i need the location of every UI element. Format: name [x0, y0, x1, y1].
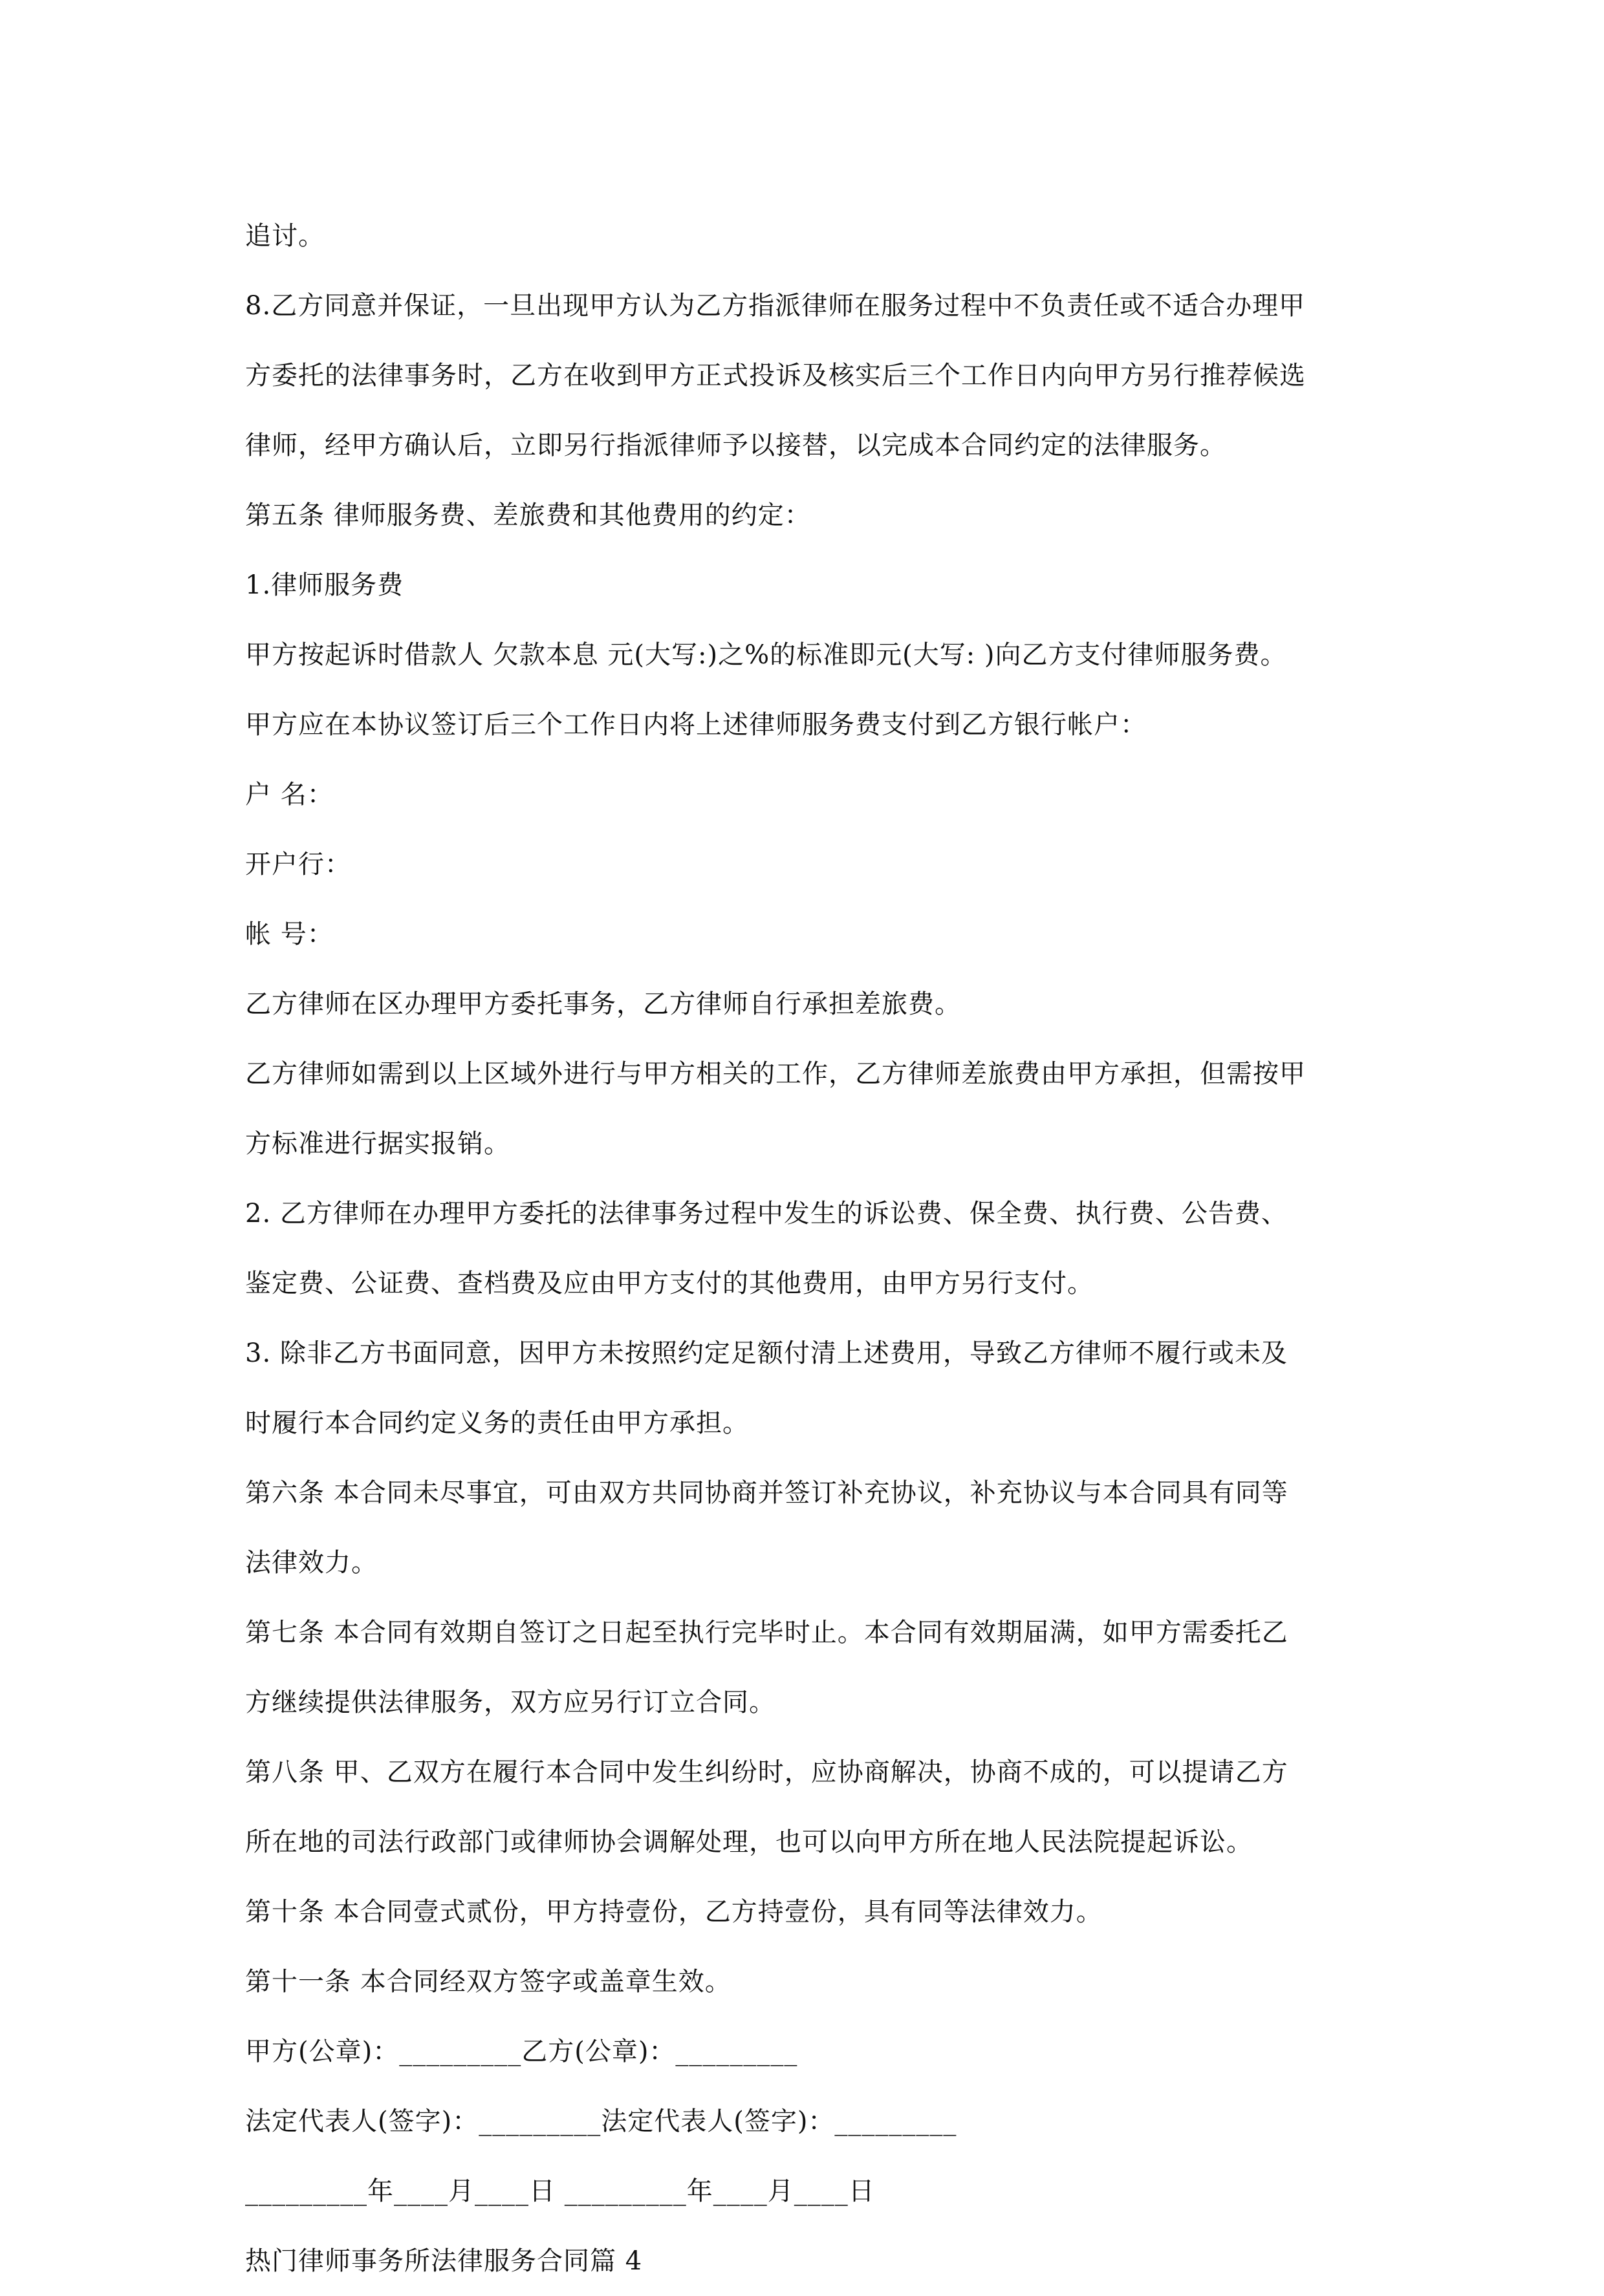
text-line: 法律效力。: [245, 1548, 378, 1578]
text-line: 第七条 本合同有效期自签订之日起至执行完毕时止。本合同有效期届满，如甲方需委托乙: [245, 1618, 1288, 1647]
text-line: 第六条 本合同未尽事宜，可由双方共同协商并签订补充协议，补充协议与本合同具有同等: [245, 1478, 1288, 1508]
next-section-title: 热门律师事务所法律服务合同篇 4: [245, 2246, 643, 2276]
text-line: 3. 除非乙方书面同意，因甲方未按照约定足额付清上述费用，导致乙方律师不履行或未及: [245, 1338, 1288, 1368]
text-line: 第八条 甲、乙双方在履行本合同中发生纠纷时，应协商解决，协商不成的，可以提请乙方: [245, 1757, 1288, 1787]
text-line: 鉴定费、公证费、查档费及应由甲方支付的其他费用，由甲方另行支付。: [245, 1269, 1094, 1298]
text-line: 8.乙方同意并保证，一旦出现甲方认为乙方指派律师在服务过程中不负责任或不适合办理甲: [245, 291, 1306, 321]
text-line: 方继续提供法律服务，双方应另行订立合同。: [245, 1688, 775, 1717]
signature-line-representative: 法定代表人(签字)：_________法定代表人(签字)：_________: [245, 2107, 957, 2136]
account-number-line: 帐 号：: [245, 919, 334, 949]
text-line: 律师，经甲方确认后，立即另行指派律师予以接替，以完成本合同约定的法律服务。: [245, 431, 1226, 460]
section-heading: 第五条 律师服务费、差旅费和其他费用的约定：: [245, 500, 811, 530]
bank-line: 开户行：: [245, 850, 351, 879]
signature-line-seal: 甲方(公章)：_________乙方(公章)：_________: [245, 2037, 798, 2066]
text-line: 追讨。: [245, 221, 325, 251]
text-line: 所在地的司法行政部门或律师协会调解处理，也可以向甲方所在地人民法院提起诉讼。: [245, 1827, 1253, 1857]
text-line: 乙方律师如需到以上区域外进行与甲方相关的工作，乙方律师差旅费由甲方承担，但需按甲: [245, 1059, 1306, 1089]
text-line: 甲方按起诉时借款人 欠款本息 元(大写:)之%的标准即元(大写: )向乙方支付律师服务费。: [245, 640, 1287, 670]
signature-line-date: _________年____月____日 _________年____月____日: [245, 2176, 875, 2206]
text-line: 2. 乙方律师在办理甲方委托的法律事务过程中发生的诉讼费、保全费、执行费、公告费、: [245, 1199, 1288, 1228]
document-body: [245, 201, 1371, 2296]
text-line: 第十一条 本合同经双方签字或盖章生效。: [245, 1967, 732, 1997]
text-line: 时履行本合同约定义务的责任由甲方承担。: [245, 1408, 749, 1438]
account-name-line: 户 名：: [245, 780, 334, 810]
subsection-heading: 1.律师服务费: [245, 570, 404, 600]
text-line: 第十条 本合同壹式贰份，甲方持壹份，乙方持壹份，具有同等法律效力。: [245, 1897, 1103, 1927]
text-line: 甲方应在本协议签订后三个工作日内将上述律师服务费支付到乙方银行帐户：: [245, 710, 1147, 740]
text-line: 方委托的法律事务时，乙方在收到甲方正式投诉及核实后三个工作日内向甲方另行推荐候选: [245, 361, 1306, 391]
text-line: 方标准进行据实报销。: [245, 1129, 510, 1159]
text-line: 乙方律师在区办理甲方委托事务，乙方律师自行承担差旅费。: [245, 989, 961, 1019]
